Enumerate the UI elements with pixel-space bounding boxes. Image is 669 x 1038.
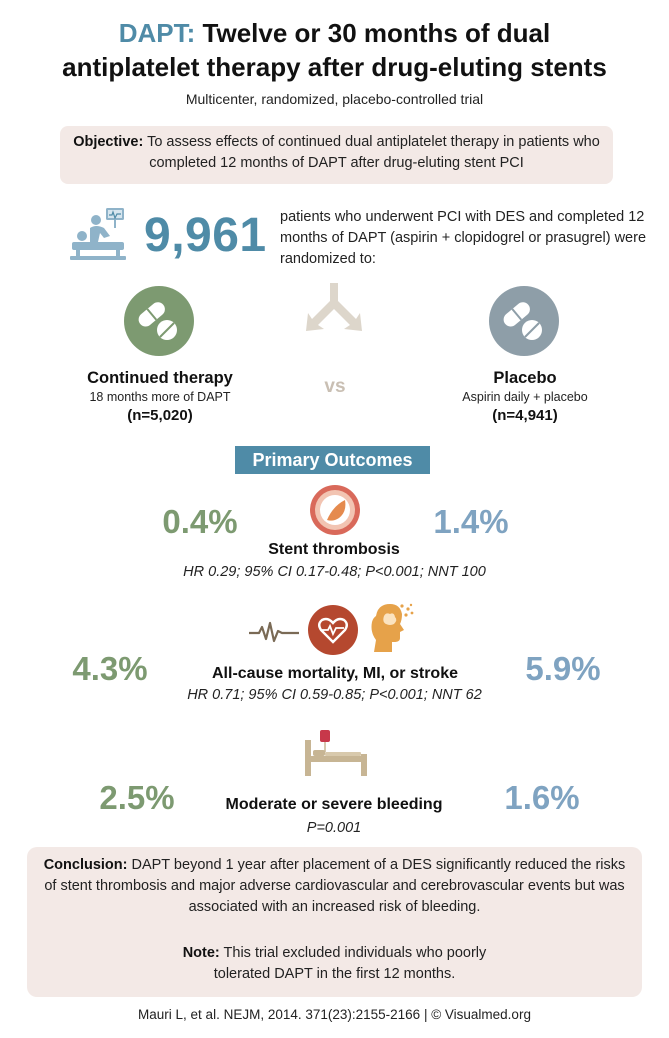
placebo-arm-n: (n=4,941): [492, 407, 558, 424]
page-title: [20, 16, 649, 84]
continued-pill-icon: [123, 285, 195, 357]
subtitle: Multicenter, randomized, placebo-controlled trial: [185, 91, 484, 107]
placebo-arm-title: Placebo: [493, 369, 557, 387]
vs-label: vs: [324, 376, 346, 397]
heart-pulse-icon: [308, 605, 358, 655]
enrollment-description: patients who underwent PCI with DES and completed 12 months of DAPT (aspirin + clopidogrel or prasugrel) were randomized to:: [280, 209, 647, 267]
conclusion-label: Conclusion:: [43, 857, 128, 873]
objective-box: [60, 126, 613, 184]
footer-citation: Mauri L, et al. NEJM, 2014. 371(23):2155-2166 | © Visualmed.org: [138, 1007, 531, 1022]
conclusion-text: DAPT beyond 1 year after placement of a DES significantly reduced the risks of stent thrombosis and major adverse cardiovascular and cerebrovascular events but was associated with an increased risk of bleeding.: [44, 857, 626, 915]
continued-arm-n: (n=5,020): [127, 407, 193, 424]
conclusion: [37, 855, 632, 918]
placebo-arm-subtitle: Aspirin daily + placebo: [462, 390, 588, 404]
objective-label: Objective:: [73, 134, 144, 150]
outcome-3-title: Moderate or severe bleeding: [225, 796, 443, 813]
outcome-3-stats: P=0.001: [306, 820, 362, 836]
objective-text: To assess effects of continued dual antiplatelet therapy in patients who completed 12 months of DAPT after drug-eluting stent PCI: [143, 134, 600, 171]
split-arrow-icon: [304, 283, 364, 333]
outcome-2-title: All-cause mortality, MI, or stroke: [212, 665, 458, 682]
title-line1: Twelve or 30 months of dual: [195, 18, 551, 48]
primary-outcomes-header: Primary Outcomes: [235, 446, 430, 474]
hospital-bed-iv-icon: [301, 726, 371, 780]
title-accent: DAPT:: [118, 18, 196, 48]
continued-arm: [60, 369, 260, 424]
outcome-1-placebo-value: 1.4%: [433, 503, 509, 540]
outcome-3-placebo-value: 1.6%: [504, 779, 580, 816]
continued-arm-title: Continued therapy: [87, 369, 233, 387]
title-line2: antiplatelet therapy after drug-eluting stents: [62, 52, 607, 82]
note-text-line2: tolerated DAPT in the first 12 months.: [213, 966, 456, 982]
outcome-1-stats: HR 0.29; 95% CI 0.17-0.48; P<0.001; NNT 100: [183, 564, 486, 580]
outcome-1-title: Stent thrombosis: [268, 541, 400, 558]
outcome-3-continued-value: 2.5%: [99, 779, 175, 816]
note-label: Note:: [182, 945, 220, 961]
outcome-2-stats: HR 0.71; 95% CI 0.59-0.85; P<0.001; NNT 62: [187, 687, 482, 703]
ecg-line-icon: [249, 620, 299, 644]
note-text-line1: This trial excluded individuals who poorly: [219, 945, 487, 961]
patient-count: 9,961: [144, 209, 267, 262]
continued-arm-subtitle: 18 months more of DAPT: [89, 390, 231, 404]
patient-in-bed-icon: [68, 206, 134, 264]
outcome-2-continued-value: 4.3%: [72, 650, 148, 687]
placebo-pill-icon: [488, 285, 560, 357]
outcome-1-continued-value: 0.4%: [162, 503, 238, 540]
head-stroke-icon: [368, 602, 416, 654]
note: [37, 943, 632, 985]
placebo-arm: [425, 369, 625, 424]
blood-vessel-icon: [309, 484, 361, 536]
outcome-2-placebo-value: 5.9%: [525, 650, 601, 687]
